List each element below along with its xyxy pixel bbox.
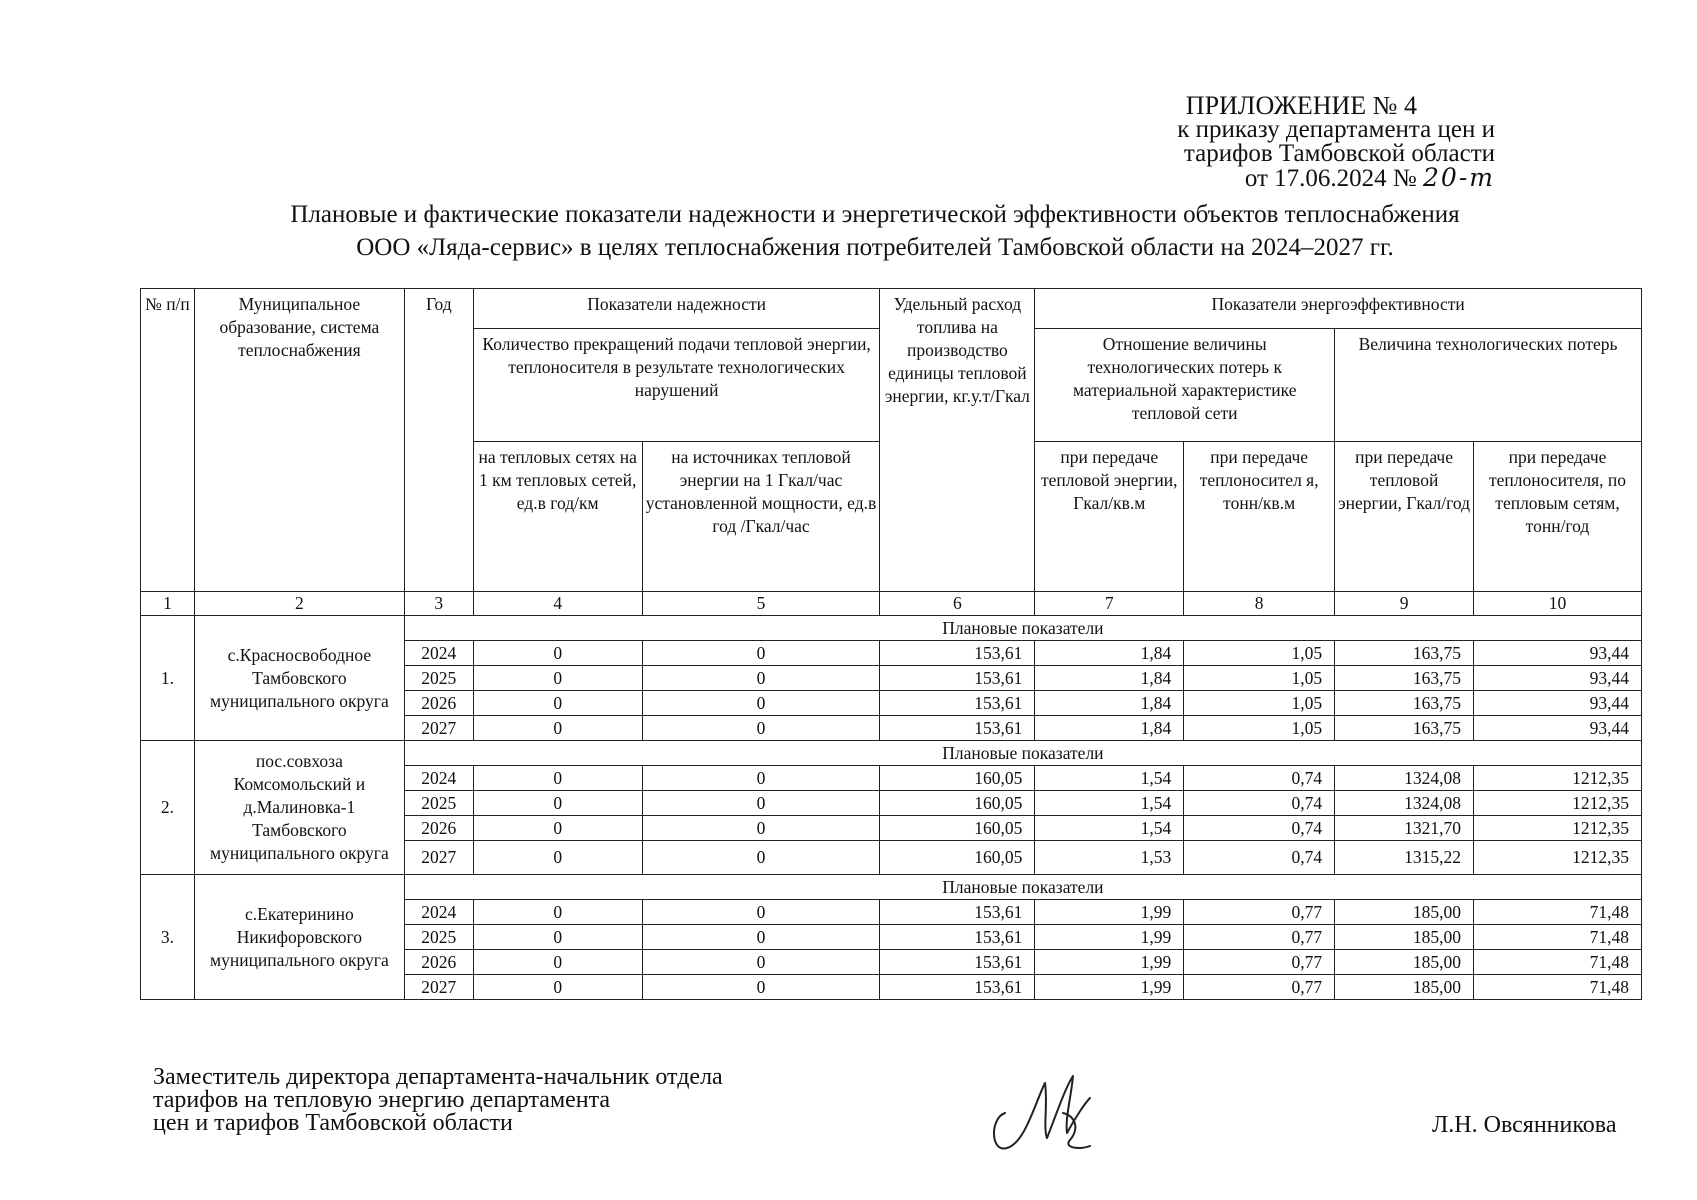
footer-line3: цен и тарифов Тамбовской области — [153, 1110, 513, 1136]
section-label: Плановые показатели — [404, 875, 1641, 900]
value-cell: 0 — [642, 641, 880, 666]
value-cell: 1,53 — [1035, 841, 1184, 875]
year-cell: 2026 — [404, 691, 473, 716]
value-cell: 0 — [642, 816, 880, 841]
value-cell: 1,54 — [1035, 791, 1184, 816]
value-cell: 1,84 — [1035, 716, 1184, 741]
year-cell: 2027 — [404, 841, 473, 875]
value-cell: 0,74 — [1184, 816, 1335, 841]
value-cell: 0 — [642, 841, 880, 875]
value-cell: 0 — [473, 666, 642, 691]
value-cell: 153,61 — [880, 666, 1035, 691]
year-cell: 2024 — [404, 900, 473, 925]
value-cell: 1212,35 — [1474, 766, 1642, 791]
value-cell: 93,44 — [1474, 716, 1642, 741]
value-cell: 0,77 — [1184, 925, 1335, 950]
col-number: 6 — [880, 592, 1035, 616]
value-cell: 93,44 — [1474, 641, 1642, 666]
year-cell: 2025 — [404, 925, 473, 950]
header-ratio: Отношение величины технологических потерь к материальной характеристике тепловой сети — [1035, 329, 1335, 442]
col-number: 10 — [1474, 592, 1642, 616]
value-cell: 0 — [642, 925, 880, 950]
group-number: 3. — [141, 875, 195, 1000]
value-cell: 153,61 — [880, 900, 1035, 925]
value-cell: 153,61 — [880, 950, 1035, 975]
value-cell: 153,61 — [880, 641, 1035, 666]
section-row — [141, 875, 1642, 900]
col-number: 9 — [1335, 592, 1474, 616]
group-name: с.Екатеринино Никифоровского муниципального округа — [194, 875, 404, 1000]
value-cell: 160,05 — [880, 816, 1035, 841]
section-row — [141, 616, 1642, 641]
value-cell: 0 — [473, 641, 642, 666]
appendix-line2: тарифов Тамбовской области — [1183, 140, 1495, 167]
value-cell: 71,48 — [1474, 900, 1642, 925]
value-cell: 160,05 — [880, 766, 1035, 791]
value-cell: 1324,08 — [1335, 791, 1474, 816]
document-title-line2: ООО «Ляда-сервис» в целях теплоснабжения потребителей Тамбовской области на 2024–2027 гг. — [356, 234, 1394, 261]
value-cell: 1,05 — [1184, 691, 1335, 716]
header-interruptions: Количество прекращений подачи тепловой энергии, теплоносителя в результате технологических нарушений — [473, 329, 880, 442]
value-cell: 0 — [473, 925, 642, 950]
value-cell: 153,61 — [880, 925, 1035, 950]
header-losses: Величина технологических потерь — [1335, 329, 1642, 442]
value-cell: 1,54 — [1035, 816, 1184, 841]
group-number: 1. — [141, 616, 195, 741]
value-cell: 0 — [473, 691, 642, 716]
section-label: Плановые показатели — [404, 741, 1641, 766]
col-number: 1 — [141, 592, 195, 616]
header-col4: на тепловых сетях на 1 км тепловых сетей, ед.в год/км — [473, 442, 642, 592]
value-cell: 1321,70 — [1335, 816, 1474, 841]
signer-name: Л.Н. Овсянникова — [1432, 1112, 1617, 1138]
value-cell: 0 — [642, 691, 880, 716]
value-cell: 0 — [642, 716, 880, 741]
value-cell: 185,00 — [1335, 975, 1474, 1000]
value-cell: 71,48 — [1474, 925, 1642, 950]
header-col10: при передаче теплоносителя, по тепловым сетям, тонн/год — [1474, 442, 1642, 592]
value-cell: 0 — [473, 716, 642, 741]
value-cell: 0 — [642, 766, 880, 791]
document-title — [140, 198, 1610, 264]
header-col7: при передаче тепловой энергии, Гкал/кв.м — [1035, 442, 1184, 592]
value-cell: 0 — [642, 975, 880, 1000]
header-municipality: Муниципальное образование, система теплоснабжения — [194, 289, 404, 592]
year-cell: 2025 — [404, 666, 473, 691]
value-cell: 0 — [642, 950, 880, 975]
value-cell: 0,77 — [1184, 950, 1335, 975]
col-number: 3 — [404, 592, 473, 616]
year-cell: 2025 — [404, 791, 473, 816]
value-cell: 163,75 — [1335, 691, 1474, 716]
header-col9: при передаче тепловой энергии, Гкал/год — [1335, 442, 1474, 592]
value-cell: 0 — [642, 791, 880, 816]
value-cell: 185,00 — [1335, 900, 1474, 925]
header-col5: на источниках тепловой энергии на 1 Гкал/час установленной мощности, ед.в год /Гкал/час — [642, 442, 880, 592]
indicators-table — [140, 288, 1642, 1000]
value-cell: 1,84 — [1035, 691, 1184, 716]
value-cell: 0,74 — [1184, 766, 1335, 791]
value-cell: 1,99 — [1035, 900, 1184, 925]
value-cell: 163,75 — [1335, 666, 1474, 691]
value-cell: 1315,22 — [1335, 841, 1474, 875]
value-cell: 0 — [642, 900, 880, 925]
appendix-date-prefix: от 17.06.2024 № — [1244, 165, 1417, 192]
header-year: Год — [404, 289, 473, 592]
document-title-line1: Плановые и фактические показатели надежности и энергетической эффективности объектов теплоснабжения — [290, 201, 1460, 228]
year-cell: 2026 — [404, 816, 473, 841]
col-number: 2 — [194, 592, 404, 616]
value-cell: 0 — [473, 950, 642, 975]
footer-line2: тарифов на тепловую энергию департамента — [153, 1087, 611, 1113]
value-cell: 0 — [473, 841, 642, 875]
value-cell: 160,05 — [880, 841, 1035, 875]
value-cell: 0,74 — [1184, 791, 1335, 816]
value-cell: 1,99 — [1035, 925, 1184, 950]
year-cell: 2024 — [404, 766, 473, 791]
group-number: 2. — [141, 741, 195, 875]
col-number: 5 — [642, 592, 880, 616]
year-cell: 2026 — [404, 950, 473, 975]
value-cell: 0 — [473, 766, 642, 791]
value-cell: 1,05 — [1184, 666, 1335, 691]
value-cell: 185,00 — [1335, 925, 1474, 950]
value-cell: 0 — [473, 816, 642, 841]
value-cell: 1212,35 — [1474, 791, 1642, 816]
value-cell: 93,44 — [1474, 666, 1642, 691]
value-cell: 1,99 — [1035, 950, 1184, 975]
col-number: 4 — [473, 592, 642, 616]
value-cell: 153,61 — [880, 691, 1035, 716]
footer-line1: Заместитель директора департамента-начальник отдела — [153, 1064, 723, 1090]
value-cell: 0 — [473, 791, 642, 816]
header-fuel-rate: Удельный расход топлива на производство единицы тепловой энергии, кг.у.т/Гкал — [880, 289, 1035, 592]
year-cell: 2027 — [404, 716, 473, 741]
value-cell: 160,05 — [880, 791, 1035, 816]
group-name: пос.совхоза Комсомольский и д.Малиновка-1 Тамбовского муниципального округа — [194, 741, 404, 875]
value-cell: 185,00 — [1335, 950, 1474, 975]
section-label: Плановые показатели — [404, 616, 1641, 641]
value-cell: 1212,35 — [1474, 816, 1642, 841]
value-cell: 0 — [473, 975, 642, 1000]
value-cell: 0 — [473, 900, 642, 925]
value-cell: 1212,35 — [1474, 841, 1642, 875]
footer-position — [153, 1066, 723, 1135]
appendix-block — [1177, 91, 1495, 192]
col-number: 7 — [1035, 592, 1184, 616]
value-cell: 0,77 — [1184, 900, 1335, 925]
value-cell: 1,54 — [1035, 766, 1184, 791]
appendix-date — [1177, 163, 1495, 192]
value-cell: 1,84 — [1035, 666, 1184, 691]
value-cell: 1,05 — [1184, 716, 1335, 741]
value-cell: 1324,08 — [1335, 766, 1474, 791]
group-name: с.Красносвободное Тамбовского муниципального округа — [194, 616, 404, 741]
value-cell: 1,99 — [1035, 975, 1184, 1000]
value-cell: 163,75 — [1335, 641, 1474, 666]
appendix-line1: к приказу департамента цен и — [1177, 116, 1495, 143]
year-cell: 2027 — [404, 975, 473, 1000]
value-cell: 1,05 — [1184, 641, 1335, 666]
value-cell: 0,77 — [1184, 975, 1335, 1000]
value-cell: 71,48 — [1474, 975, 1642, 1000]
value-cell: 0,74 — [1184, 841, 1335, 875]
col-number: 8 — [1184, 592, 1335, 616]
value-cell: 1,84 — [1035, 641, 1184, 666]
value-cell: 153,61 — [880, 716, 1035, 741]
value-cell: 163,75 — [1335, 716, 1474, 741]
header-efficiency: Показатели энергоэффективности — [1035, 289, 1642, 329]
header-num: № п/п — [141, 289, 195, 592]
value-cell: 93,44 — [1474, 691, 1642, 716]
appendix-number: 20-т — [1423, 163, 1495, 192]
year-cell: 2024 — [404, 641, 473, 666]
signature-image — [985, 1058, 1095, 1158]
appendix-title: ПРИЛОЖЕНИЕ № 4 — [1185, 91, 1417, 120]
value-cell: 0 — [642, 666, 880, 691]
header-reliability: Показатели надежности — [473, 289, 880, 329]
value-cell: 153,61 — [880, 975, 1035, 1000]
value-cell: 71,48 — [1474, 950, 1642, 975]
section-row — [141, 741, 1642, 766]
header-col8: при передаче теплоносител я, тонн/кв.м — [1184, 442, 1335, 592]
